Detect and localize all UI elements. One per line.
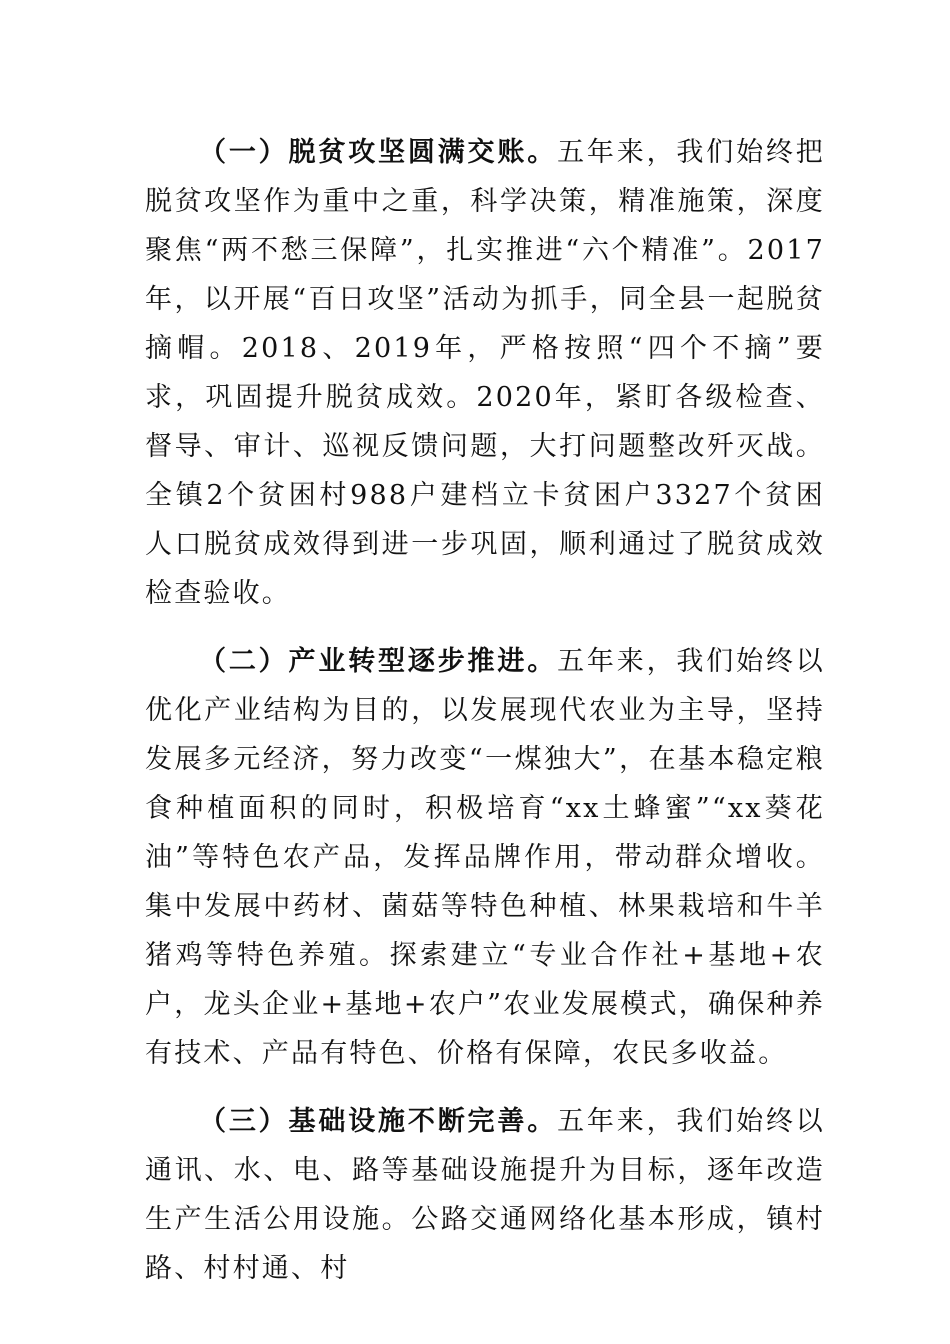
section-heading: （一）脱贫攻坚圆满交账。 bbox=[199, 137, 558, 168]
section-infrastructure bbox=[145, 1097, 825, 1293]
section-heading: （三）基础设施不断完善。 bbox=[199, 1106, 558, 1137]
section-text: 五年来，我们始终以优化产业结构为目的，以发展现代农业为主导，坚持发展多元经济，努力改变“一煤独大”，在基本稳定粮食种植面积的同时，积极培育“xx土蜂蜜”“xx葵花油”等特色农产品，发挥品牌作用，带动群众增收。集中发展中药材、菌菇等特色种植、林果栽培和牛羊猪鸡等特色养殖。探索建立“专业合作社+基地+农户，龙头企业+基地+农户”农业发展模式，确保种养有技术、产品有特色、价格有保障，农民多收益。 bbox=[145, 646, 825, 1069]
section-text: 五年来，我们始终以通讯、水、电、路等基础设施提升为目标，逐年改造生产生活公用设施。公路交通网络化基本形成，镇村路、村村通、村 bbox=[145, 1106, 825, 1284]
section-text: 五年来，我们始终把脱贫攻坚作为重中之重，科学决策，精准施策，深度聚焦“两不愁三保障”，扎实推进“六个精准”。2017年，以开展“百日攻坚”活动为抓手，同全县一起脱贫摘帽。2018、2019年，严格按照“四个不摘”要求，巩固提升脱贫成效。2020年，紧盯各级检查、督导、审计、巡视反馈问题，大打问题整改歼灭战。全镇2个贫困村988户建档立卡贫困户3327个贫困人口脱贫成效得到进一步巩固，顺利通过了脱贫成效检查验收。 bbox=[145, 137, 825, 609]
section-heading: （二）产业转型逐步推进。 bbox=[199, 646, 558, 677]
section-poverty-alleviation bbox=[145, 128, 825, 618]
document-body bbox=[145, 128, 825, 1312]
section-industry-transformation bbox=[145, 637, 825, 1078]
